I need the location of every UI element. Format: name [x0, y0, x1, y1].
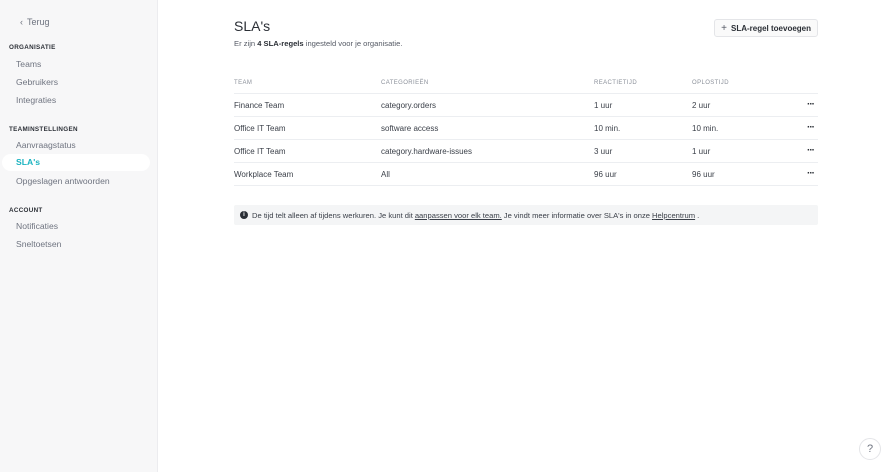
column-header-response-time: REACTIETIJD	[594, 80, 638, 86]
cell-team: Office IT Team	[234, 147, 286, 156]
notice-text-more: Je vindt meer informatie over SLA's in onze	[503, 210, 651, 220]
cell-resolve: 1 uur	[692, 147, 711, 156]
section-title-organisatie: ORGANISATIE	[9, 44, 56, 51]
column-header-team: TEAM	[234, 80, 253, 86]
customize-per-team-link[interactable]: aanpassen voor elk team.	[414, 210, 502, 220]
table-header	[234, 76, 818, 94]
section-title-teaminstellingen: TEAMINSTELLINGEN	[9, 126, 78, 133]
cell-team: Workplace Team	[234, 170, 294, 179]
sidebar-item-opgeslagen-antwoorden[interactable]: Opgeslagen antwoorden	[16, 176, 110, 186]
column-header-resolve-time: OPLOSTIJD	[692, 80, 729, 86]
help-button[interactable]: ?	[859, 438, 881, 460]
notice-text: De tijd telt alleen af tijdens werkuren. Je kunt dit	[252, 210, 413, 220]
column-header-categories: CATEGORIEËN	[381, 80, 429, 86]
cell-response: 1 uur	[594, 101, 613, 110]
help-center-link[interactable]: Helpcentrum	[652, 210, 696, 220]
page-subtitle	[234, 39, 402, 48]
sidebar-item-gebruikers[interactable]: Gebruikers	[16, 77, 59, 87]
table-row[interactable]	[234, 117, 818, 140]
main-content	[158, 0, 890, 472]
back-label: Terug	[27, 17, 50, 27]
sidebar-item-sneltoetsen[interactable]: Sneltoetsen	[16, 239, 62, 249]
cell-category: software access	[381, 124, 439, 133]
sidebar-item-aanvraagstatus[interactable]: Aanvraagstatus	[16, 140, 76, 150]
sidebar-item-teams[interactable]: Teams	[16, 59, 42, 69]
table-row[interactable]	[234, 163, 818, 186]
sidebar-item-integraties[interactable]: Integraties	[16, 95, 57, 105]
sidebar	[0, 0, 158, 472]
page-title: SLA's	[234, 18, 271, 34]
info-icon: i	[240, 211, 248, 219]
cell-resolve: 10 min.	[692, 124, 719, 133]
notice-text-end: .	[697, 210, 700, 220]
sidebar-item-slas[interactable]: SLA's	[2, 154, 150, 171]
subtitle-text: Er zijn	[234, 39, 258, 48]
sla-table	[234, 76, 818, 186]
add-sla-rule-label: SLA-regel toevoegen	[730, 23, 811, 33]
cell-category: category.orders	[381, 101, 436, 110]
cell-team: Finance Team	[234, 101, 285, 110]
cell-resolve: 96 uur	[692, 170, 715, 179]
info-notice	[234, 205, 818, 225]
section-title-account: ACCOUNT	[9, 207, 43, 214]
subtitle-text-end: ingesteld voor je organisatie.	[303, 39, 403, 48]
more-options-icon[interactable]: ···	[807, 99, 814, 110]
cell-team: Office IT Team	[234, 124, 286, 133]
cell-response: 3 uur	[594, 147, 613, 156]
more-options-icon[interactable]: ···	[807, 122, 814, 133]
cell-response: 10 min.	[594, 124, 621, 133]
more-options-icon[interactable]: ···	[807, 168, 814, 179]
cell-response: 96 uur	[594, 170, 617, 179]
chevron-left-icon: ‹	[20, 17, 23, 27]
more-options-icon[interactable]: ···	[807, 145, 814, 156]
cell-resolve: 2 uur	[692, 101, 711, 110]
table-row[interactable]	[234, 140, 818, 163]
sidebar-item-notificaties[interactable]: Notificaties	[16, 221, 59, 231]
add-sla-rule-button[interactable]	[714, 19, 818, 37]
cell-category: category.hardware-issues	[381, 147, 473, 156]
subtitle-count: 4 SLA-regels	[257, 39, 304, 48]
plus-icon: +	[721, 22, 727, 34]
back-link[interactable]	[20, 17, 50, 27]
cell-category: All	[381, 170, 390, 179]
table-row[interactable]	[234, 94, 818, 117]
